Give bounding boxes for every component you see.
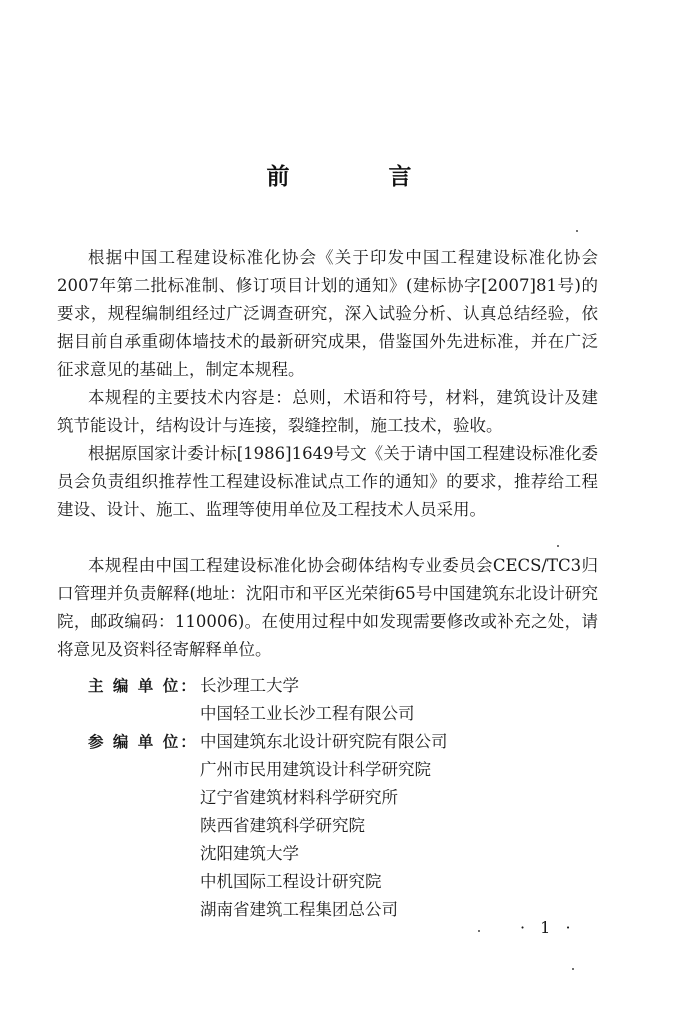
unit-row	[88, 812, 608, 840]
unit-name: 陕西省建筑科学研究院	[200, 816, 365, 835]
unit-row	[88, 756, 608, 784]
scan-speck	[576, 230, 578, 232]
paragraph-2: 本规程的主要技术内容是：总则，术语和符号，材料，建筑设计及建筑节能设计，结构设计与连接，裂缝控制，施工技术，验收。	[57, 388, 598, 435]
unit-name: 中机国际工程设计研究院	[200, 872, 382, 891]
page-number: · 1 ·	[520, 918, 576, 937]
paragraph-3: 根据原国家计委计标[1986]1649号文《关于请中国工程建设标准化委员会负责组织推荐性工程建设标准试点工作的通知》的要求，推荐给工程建设、设计、施工、监理等使用单位及工程技术人员采用。	[57, 444, 598, 519]
unit-name: 中国建筑东北设计研究院有限公司	[200, 732, 448, 751]
chief-editor-units	[88, 672, 608, 728]
unit-row	[88, 728, 608, 756]
unit-name: 湖南省建筑工程集团总公司	[200, 900, 398, 919]
unit-row	[88, 672, 608, 700]
unit-row	[88, 784, 608, 812]
unit-name: 广州市民用建筑设计科学研究院	[200, 760, 431, 779]
page-title: 前 言	[266, 164, 450, 190]
unit-name: 长沙理工大学	[200, 676, 299, 695]
scan-speck	[572, 968, 574, 970]
chief-editor-label: 主 编 单 位：	[88, 677, 198, 695]
participant-label: 参 编 单 位：	[88, 733, 198, 751]
unit-name: 沈阳建筑大学	[200, 844, 299, 863]
participant-units	[88, 728, 608, 924]
unit-row	[88, 700, 608, 728]
paragraph-1: 根据中国工程建设标准化协会《关于印发中国工程建设标准化协会2007年第二批标准制、修订项目计划的通知》(建标协字[2007]81号)的要求，规程编制组经过广泛调查研究，深入试验分析、认真总结经验，依据目前自承重砌体墙技术的最新研究成果，借鉴国外先进标准，并在广泛征求意见的基础上，制定本规程。	[57, 248, 598, 379]
scan-speck	[557, 545, 559, 547]
unit-name: 中国轻工业长沙工程有限公司	[200, 704, 415, 723]
unit-row	[88, 840, 608, 868]
paragraph-4: 本规程由中国工程建设标准化协会砌体结构专业委员会CECS/TC3归口管理并负责解释(地址：沈阳市和平区光荣街65号中国建筑东北设计研究院，邮政编码：110006)。在使用过程中如发现需要修改或补充之处，请将意见及资料径寄解释单位。	[57, 556, 598, 659]
unit-row	[88, 868, 608, 896]
scan-speck	[478, 930, 480, 932]
unit-name: 辽宁省建筑材料科学研究所	[200, 788, 398, 807]
